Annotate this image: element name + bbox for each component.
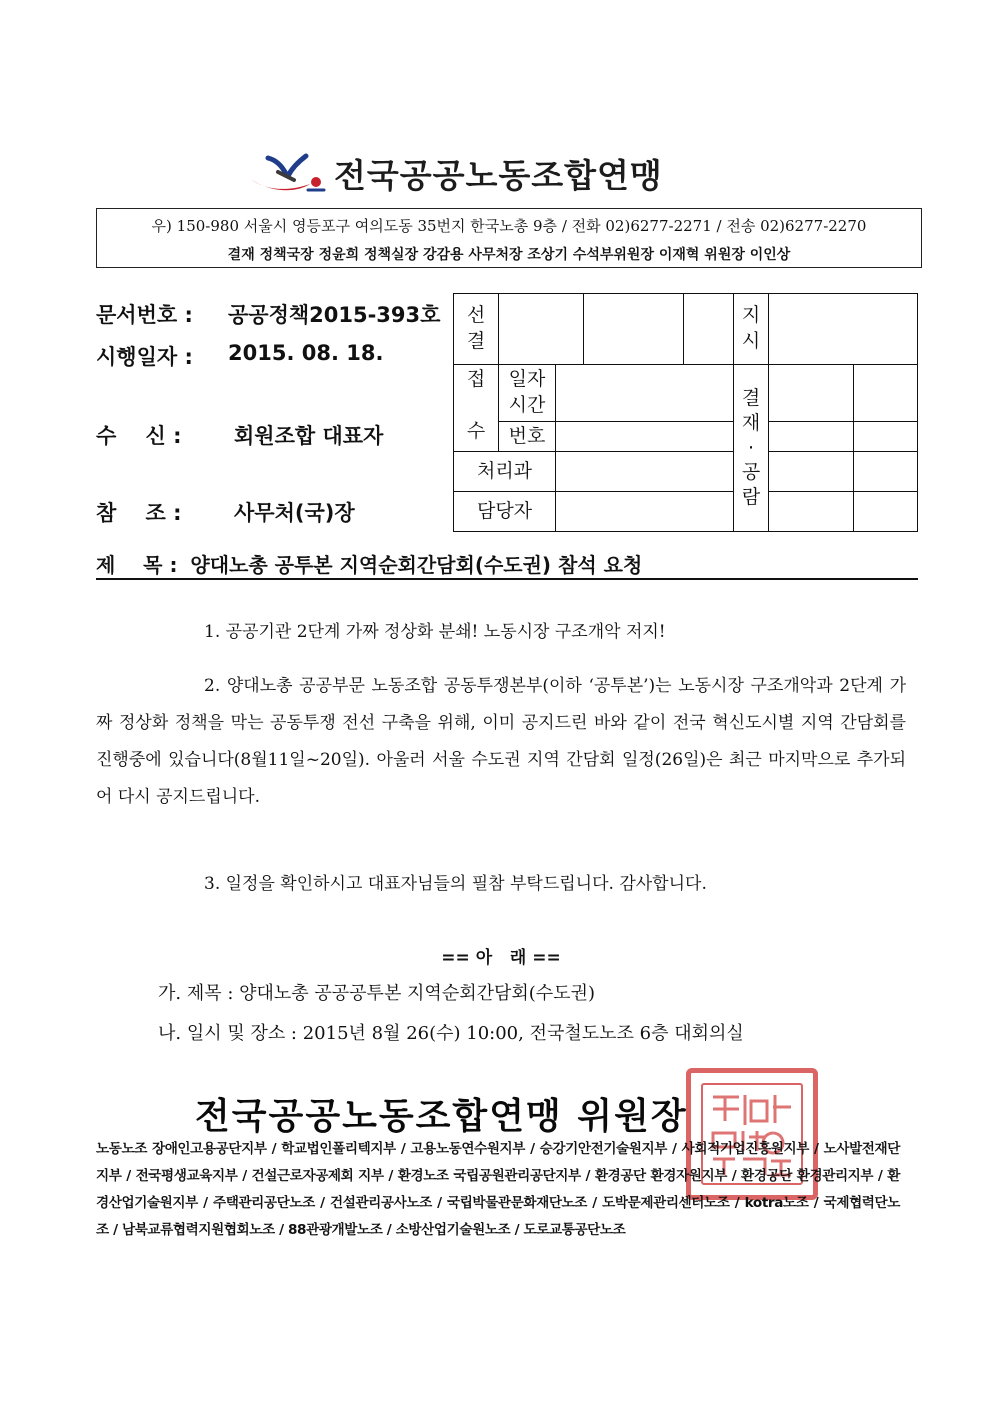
dept-slot	[556, 452, 734, 492]
approval-share-label: 결 재 · 공 람	[734, 365, 769, 532]
approval-slot-4b	[854, 492, 918, 532]
approval-slot-2a	[769, 422, 854, 452]
detail-item-2: 나. 일시 및 장소 : 2015년 8월 26(수) 10:00, 전국철도노조 6층 대회의실	[158, 1023, 744, 1044]
subject-text: 양대노총 공투본 지역순회간담회(수도권) 참석 요청	[190, 553, 643, 577]
person-slot	[556, 492, 734, 532]
prior-approval-slot-1	[499, 294, 584, 365]
receipt-label-bottom: 수	[466, 419, 486, 442]
approval-slot-3b	[854, 452, 918, 492]
approval-slot-2b	[854, 422, 918, 452]
receipt-label	[454, 365, 499, 452]
number-slot	[556, 422, 734, 452]
recipient-label: 수 신 :	[96, 424, 182, 448]
number-label: 번호	[499, 422, 556, 452]
instruction-slot	[769, 294, 918, 365]
recipient-value: 회원조합 대표자	[234, 424, 384, 448]
member-unions-list: 노동노조 장애인고용공단지부 / 학교법인폴리텍지부 / 고용노동연수원지부 / 승강기안전기술원지부 / 사회적기업진흥원지부 / 노사발전재단지부 / 전국평생교육지부 / 건설근로자공제회 지부 / 환경노조 국립공원관리공단지부 / 환경공단 환경자원지부 / 환경공단 환경관리지부 / 환경산업기술원지부 / 주택관리공단노조 / 건설관리공사노조 / 국립박물관문화재단노조 / 도박문제관리센터노조 / kotra노조 / 국제협력단노조 / 남북교류협력지원협회노조 / 88관광개발노조 / 소방산업기술원노조 / 도로교통공단노조	[96, 1141, 900, 1238]
paragraph-3: 3. 일정을 확인하시고 대표자님들의 필참 부탁드립니다. 감사합니다.	[204, 874, 707, 894]
letterhead-logo	[248, 150, 738, 196]
date-time-slot	[556, 365, 734, 422]
spacer-cell	[684, 294, 734, 365]
paragraph-1: 1. 공공기관 2단계 가짜 정상화 분쇄! 노동시장 구조개악 저지!	[204, 622, 666, 642]
approval-slot-1b	[854, 365, 918, 422]
person-label: 담당자	[454, 492, 556, 532]
date-label: 시행일자 :	[96, 345, 193, 369]
approval-slot-4a	[769, 492, 854, 532]
prior-approval-label: 선 결	[454, 294, 499, 365]
approval-slot-1a	[769, 365, 854, 422]
detail-item-1: 가. 제목 : 양대노총 공공공투본 지역순회간담회(수도권)	[158, 983, 595, 1004]
org-title: 전국공공노동조합연맹	[334, 155, 663, 195]
receipt-label-top: 접	[466, 368, 486, 390]
address-line: 우) 150-980 서울시 영등포구 여의도동 35번지 한국노총 9층 / 전화 02)6277-2271 / 전송 02)6277-2270	[151, 217, 867, 235]
approval-slot-3a	[769, 452, 854, 492]
prior-approval-slot-2	[584, 294, 684, 365]
paragraph-2: 2. 양대노총 공공부문 노동조합 공동투쟁본부(이하 ‘공투본’)는 노동시장 구조개악과 2단계 가짜 정상화 정책을 막는 공동투쟁 전선 구축을 위해, 이미 공지드린 바와 같이 전국 혁신도시별 지역 간담회를 진행중에 있습니다(8월11일~20일). 아울러 서울 수도권 지역 간담회 일정(26일)은 최근 마지막으로 추가되어 다시 공지드립니다.	[96, 676, 906, 807]
dept-label: 처리과	[454, 452, 556, 492]
union-logo-icon	[248, 150, 330, 196]
reference-label: 참 조 :	[96, 501, 182, 525]
instruction-label: 지 시	[734, 294, 769, 365]
doc-number-label: 문서번호 :	[96, 303, 193, 327]
subject-label: 제 목 :	[96, 553, 178, 577]
address-box	[96, 208, 922, 268]
date-time-label: 일자 시간	[499, 365, 556, 422]
subject-divider	[96, 578, 918, 580]
date-value: 2015. 08. 18.	[228, 341, 384, 365]
signature-line: 전국공공노동조합연맹 위원장	[195, 1096, 688, 1137]
approval-line: 결재 정책국장 정윤희 정책실장 강감용 사무처장 조상기 수석부위원장 이재혁 위원장 이인상	[227, 247, 791, 263]
notice-heading: == 아 래 ==	[441, 948, 561, 968]
doc-number-value: 공공정책2015-393호	[228, 303, 441, 327]
subject-line	[96, 549, 642, 578]
routing-table	[453, 293, 917, 531]
reference-value: 사무처(국)장	[234, 501, 355, 525]
